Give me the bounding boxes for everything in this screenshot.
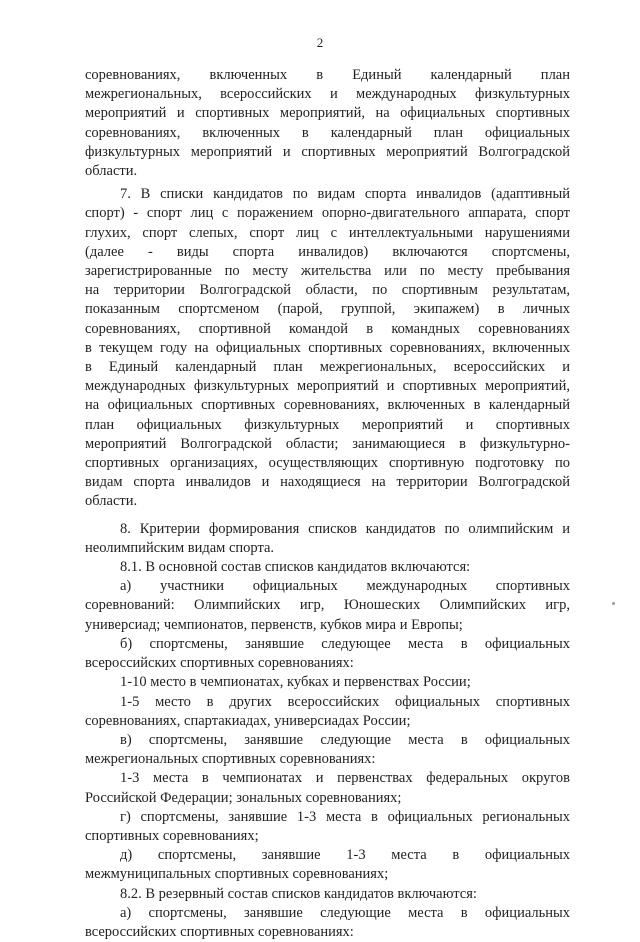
paragraph-item-8-1 (85, 558, 570, 577)
scan-speck (612, 602, 615, 605)
text-line: соревнованиях, включенных в Единый календарный план (85, 67, 570, 83)
text-line: а) спортсмены, занявшие следующие места в официальных (120, 904, 570, 921)
text-line: физкультурных мероприятий и спортивных мероприятий Волгоградской (85, 143, 570, 160)
text-line: мероприятий Волгоградской области; занимающиеся в физкультурно- (85, 435, 570, 452)
paragraph-item-8-1-a (85, 577, 570, 635)
text-line: 8.2. В резервный состав списков кандидатов включаются: (120, 885, 477, 902)
text-line: б) спортсмены, занявшие следующее места в официальных (120, 635, 570, 652)
text-line: 8.1. В основной состав списков кандидатов включаются: (120, 559, 471, 576)
text-line: видам спорта инвалидов и находящиеся на территории Волгоградской (85, 474, 570, 491)
text-line: 7. В списки кандидатов по видам спорта инвалидов (адаптивный (120, 186, 570, 203)
paragraph-item-8-2-a (85, 904, 570, 942)
text-line: межмуниципальных спортивных соревнованиях; (85, 866, 389, 883)
text-line: в текущем году на официальных спортивных соревнованиях, включенных (85, 339, 570, 356)
text-line: 8. Критерии формирования списков кандидатов по олимпийским и (120, 520, 570, 537)
text-line: межрегиональных, всероссийских и международных физкультурных (85, 86, 570, 103)
text-line: спорт) - спорт лиц с поражением опорно-двигательного аппарата, спорт (85, 205, 570, 222)
text-line: международных физкультурных мероприятий и спортивных мероприятий, (85, 378, 570, 395)
text-line: д) спортсмены, занявшие 1-3 места в официальных (120, 847, 570, 864)
paragraph-places-1-10 (85, 673, 570, 692)
paragraph-item-8 (85, 520, 570, 558)
text-line: в) спортсмены, занявшие следующие места в официальных (120, 731, 570, 748)
text-line: соревнованиях, спартакиадах, универсиадах России; (85, 712, 411, 729)
text-line: в Единый календарный план межрегиональных, всероссийских и (85, 359, 570, 376)
text-line: 1-10 место в чемпионатах, кубках и первенствах России; (120, 674, 471, 691)
paragraph-item-8-1-d (85, 846, 570, 884)
text-line: зарегистрированные по месту жительства или по месту пребывания (85, 263, 570, 280)
paragraph-item-8-1-b (85, 635, 570, 673)
text-line: а) участники официальных международных спортивных (120, 578, 570, 595)
text-line: 1-3 места в чемпионатах и первенствах федеральных округов (120, 770, 570, 787)
paragraph-item-8-2 (85, 885, 570, 904)
text-line: универсиад; чемпионатов, первенств, кубков мира и Европы; (85, 616, 463, 633)
text-line: соревнованиях, спортивной командой в командных соревнованиях (85, 320, 570, 337)
text-line: всероссийских спортивных соревнованиях: (85, 655, 354, 672)
text-line: на официальных спортивных соревнованиях, включенных в календарный (85, 397, 570, 414)
text-line: области. (85, 493, 138, 510)
text-line: соревнованиях, включенных в календарный план официальных (85, 124, 570, 141)
paragraph-item-7 (85, 185, 570, 511)
text-line: 1-5 место в других всероссийских официальных спортивных (120, 693, 570, 710)
paragraph-places-1-5 (85, 693, 570, 731)
text-line: межрегиональных спортивных соревнованиях: (85, 751, 376, 768)
paragraph-item-8-1-g (85, 808, 570, 846)
page-number: 2 (316, 35, 324, 50)
text-line: мероприятий и спортивных мероприятий, на официальных спортивных (85, 105, 570, 122)
paragraph-item-8-1-v (85, 731, 570, 769)
text-line: неолимпийским видам спорта. (85, 539, 275, 556)
text-line: соревнований: Олимпийских игр, Юношеских Олимпийских игр, (85, 597, 570, 614)
paragraph-places-1-3-federal (85, 769, 570, 807)
text-line: г) спортсмены, занявшие 1-3 места в официальных региональных (120, 808, 570, 825)
document-body (85, 66, 570, 942)
text-line: на территории Волгоградской области, по спортивным результатам, (85, 282, 570, 299)
text-line: показанным спортсменом (парой, группой, экипажем) в личных (85, 301, 570, 318)
text-line: Российской Федерации; зональных соревнованиях; (85, 789, 402, 806)
text-line: спортивных соревнованиях; (85, 827, 259, 844)
text-line: глухих, спорт слепых, спорт лиц с интеллектуальными нарушениями (85, 224, 570, 241)
text-line: (далее - виды спорта инвалидов) включаются спортсмены, (85, 243, 570, 260)
paragraph-calendar-continuation (85, 66, 570, 181)
text-line: всероссийских спортивных соревнованиях: (85, 923, 354, 940)
text-line: области. (85, 163, 138, 180)
text-line: спортивных организациях, осуществляющих спортивную подготовку по (85, 455, 570, 472)
text-line: план официальных физкультурных мероприятий и спортивных (85, 416, 570, 433)
